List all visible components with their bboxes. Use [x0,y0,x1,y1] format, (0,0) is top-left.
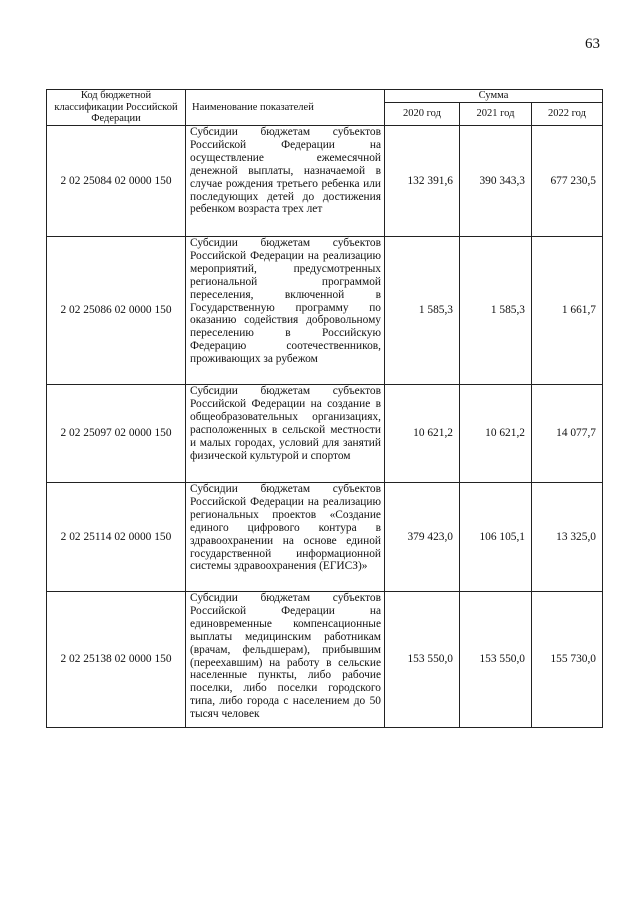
row-value-2020: 10 621,2 [385,385,460,483]
table-row [47,592,603,728]
row-value-2021: 10 621,2 [460,385,532,483]
row-value-2022: 155 730,0 [532,592,603,728]
row-code: 2 02 25114 02 0000 150 [47,483,186,592]
page-number: 63 [585,36,600,52]
header-sum: Сумма [385,90,603,103]
row-name: Субсидии бюджетам субъектов Российской Федерации на реализацию региональных проектов «Создание единого цифрового контура в здравоохранении на основе единой государственной информационной системы здравоохранения (ЕГИСЗ)» [186,483,385,592]
header-year-2020: 2020 год [385,103,460,126]
row-name: Субсидии бюджетам субъектов Российской Федерации на единовременные компенсационные выплаты медицинским работникам (врачам, фельдшерам), прибывшим (переехавшим) на работу в сельские населенные пункты, либо рабочие поселки, либо поселки городского типа, либо города с населением до 50 тысяч человек [186,592,385,728]
row-value-2020: 153 550,0 [385,592,460,728]
table-row [47,483,603,592]
row-code: 2 02 25097 02 0000 150 [47,385,186,483]
row-value-2021: 1 585,3 [460,237,532,385]
row-value-2022: 1 661,7 [532,237,603,385]
row-value-2020: 1 585,3 [385,237,460,385]
row-value-2022: 13 325,0 [532,483,603,592]
table-row [47,126,603,237]
row-code: 2 02 25086 02 0000 150 [47,237,186,385]
row-name: Субсидии бюджетам субъектов Российской Федерации на создание в общеобразовательных организациях, расположенных в сельской местности и малых городах, условий для занятий физической культурой и спортом [186,385,385,483]
row-value-2022: 677 230,5 [532,126,603,237]
row-name: Субсидии бюджетам субъектов Российской Федерации на реализацию мероприятий, предусмотренных региональной программой переселения, включенной в Государственную программу по оказанию содействия добровольному переселению в Российскую Федерацию соотечественников, проживающих за рубежом [186,237,385,385]
row-code: 2 02 25138 02 0000 150 [47,592,186,728]
row-value-2021: 153 550,0 [460,592,532,728]
row-name: Субсидии бюджетам субъектов Российской Федерации на осуществление ежемесячной денежной выплаты, назначаемой в случае рождения третьего ребенка или последующих детей до достижения ребенком возраста трех лет [186,126,385,237]
table-row [47,385,603,483]
row-value-2020: 132 391,6 [385,126,460,237]
header-year-2022: 2022 год [532,103,603,126]
row-value-2021: 106 105,1 [460,483,532,592]
header-code: Код бюджетной классификации Российской Федерации [47,90,186,126]
row-code: 2 02 25084 02 0000 150 [47,126,186,237]
header-year-2021: 2021 год [460,103,532,126]
table-row [47,237,603,385]
row-value-2021: 390 343,3 [460,126,532,237]
budget-table [46,89,603,728]
header-name: Наименование показателей [186,90,385,126]
row-value-2020: 379 423,0 [385,483,460,592]
row-value-2022: 14 077,7 [532,385,603,483]
